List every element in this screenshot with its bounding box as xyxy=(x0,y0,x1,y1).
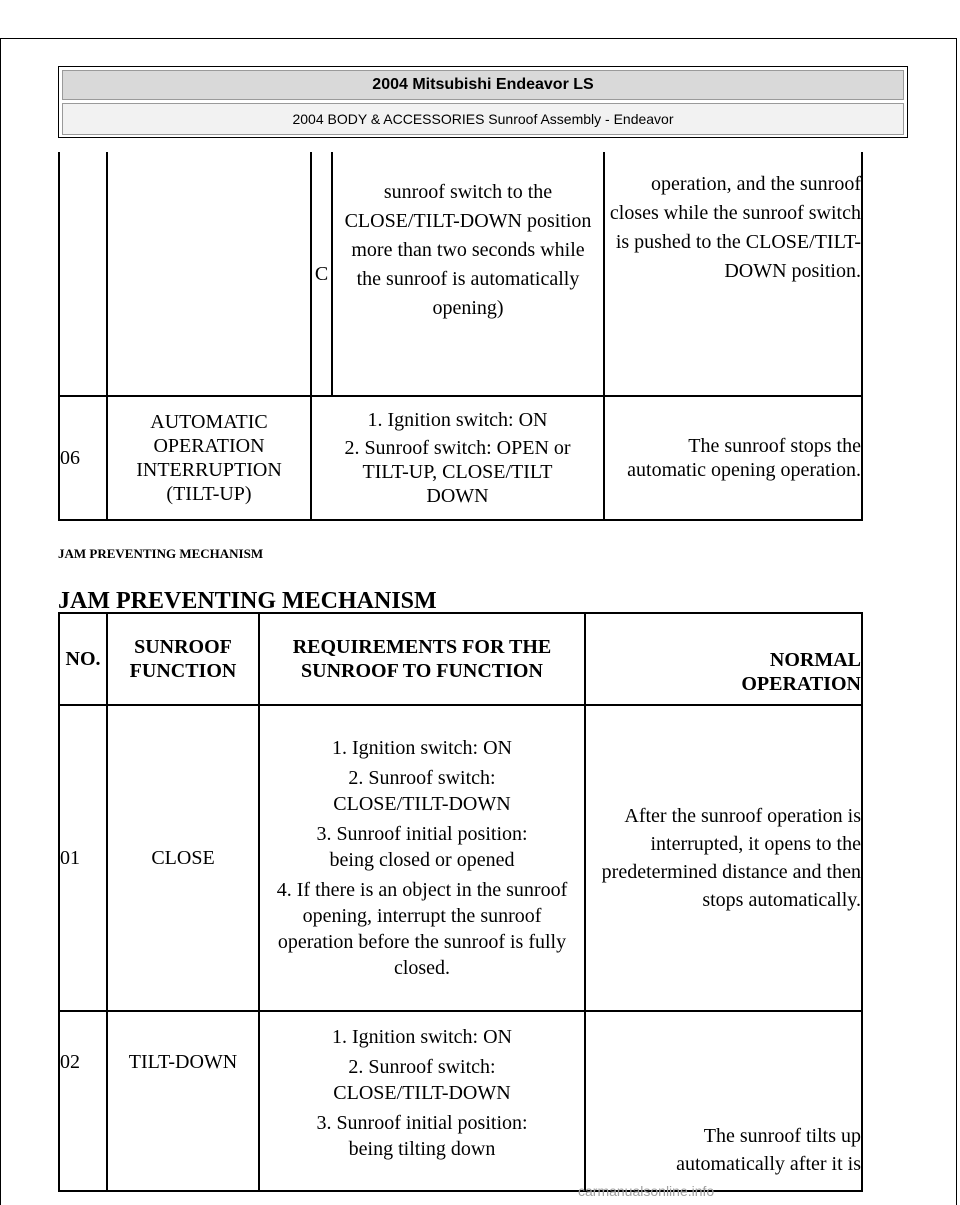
document-subtitle: 2004 BODY & ACCESSORIES Sunroof Assembly - Endeavor xyxy=(62,103,904,135)
requirement-item: 3. Sunroof initial position: being closed or opened xyxy=(316,823,528,871)
requirement-item: 2. Sunroof switch: OPEN or TILT-UP, CLOSE/TILT DOWN xyxy=(344,437,571,507)
section-heading: JAM PREVENTING MECHANISM xyxy=(58,588,437,614)
function-cell: AUTOMATIC OPERATION INTERRUPTION (TILT-UP) xyxy=(107,396,311,520)
jam-preventing-table xyxy=(58,612,863,1192)
requirements-cell xyxy=(311,396,604,520)
header-requirements: REQUIREMENTS FOR THE SUNROOF TO FUNCTION xyxy=(259,613,585,705)
requirement-item: 2. Sunroof switch: CLOSE/TILT-DOWN xyxy=(333,767,511,815)
requirements-cell xyxy=(259,1011,585,1191)
watermark: carmanualsonline.info xyxy=(578,1183,715,1199)
table-row xyxy=(59,705,862,1011)
row-number: 01 xyxy=(59,705,107,1011)
normal-operation-cell: operation, and the sunroof closes while the sunroof switch is pushed to the CLOSE/TILT-DOWN position. xyxy=(604,152,862,396)
document-title: 2004 Mitsubishi Endeavor LS xyxy=(62,70,904,100)
requirement-item: 1. Ignition switch: ON xyxy=(367,409,548,431)
header-normal-operation: NORMAL OPERATION xyxy=(585,613,862,705)
requirement-cell: sunroof switch to the CLOSE/TILT-DOWN position more than two seconds while the sunroof is automatically opening) xyxy=(332,152,604,396)
requirement-item: 4. If there is an object in the sunroof opening, interrupt the sunroof operation before the sunroof is fully closed. xyxy=(276,879,568,979)
section-small-heading: JAM PREVENTING MECHANISM xyxy=(58,546,264,561)
continued-table xyxy=(58,152,863,521)
normal-operation-cell: After the sunroof operation is interrupted, it opens to the predetermined distance and then stops automatically. xyxy=(585,705,862,1011)
table-row xyxy=(59,152,862,396)
normal-operation-cell: The sunroof tilts up automatically after it is xyxy=(585,1011,862,1191)
table-header-row xyxy=(59,613,862,705)
requirement-item: 1. Ignition switch: ON xyxy=(332,1026,512,1048)
requirement-item: 2. Sunroof switch: CLOSE/TILT-DOWN xyxy=(333,1056,511,1104)
requirement-item: 1. Ignition switch: ON xyxy=(332,737,512,759)
function-cell: CLOSE xyxy=(107,705,259,1011)
table-row xyxy=(59,396,862,520)
table-row xyxy=(59,1011,862,1191)
header-function: SUNROOF FUNCTION xyxy=(107,613,259,705)
document-header xyxy=(58,66,908,138)
normal-operation-cell: The sunroof stops the automatic opening operation. xyxy=(604,396,862,520)
requirements-cell xyxy=(259,705,585,1011)
requirement-item: 3. Sunroof initial position: being tilting down xyxy=(316,1112,528,1160)
row-number: 02 xyxy=(59,1011,107,1191)
table-cell-empty xyxy=(107,152,311,396)
row-letter: C xyxy=(311,152,332,396)
header-no: NO. xyxy=(59,613,107,705)
row-number: 06 xyxy=(59,396,107,520)
table-cell-empty xyxy=(59,152,107,396)
function-cell: TILT-DOWN xyxy=(107,1011,259,1191)
